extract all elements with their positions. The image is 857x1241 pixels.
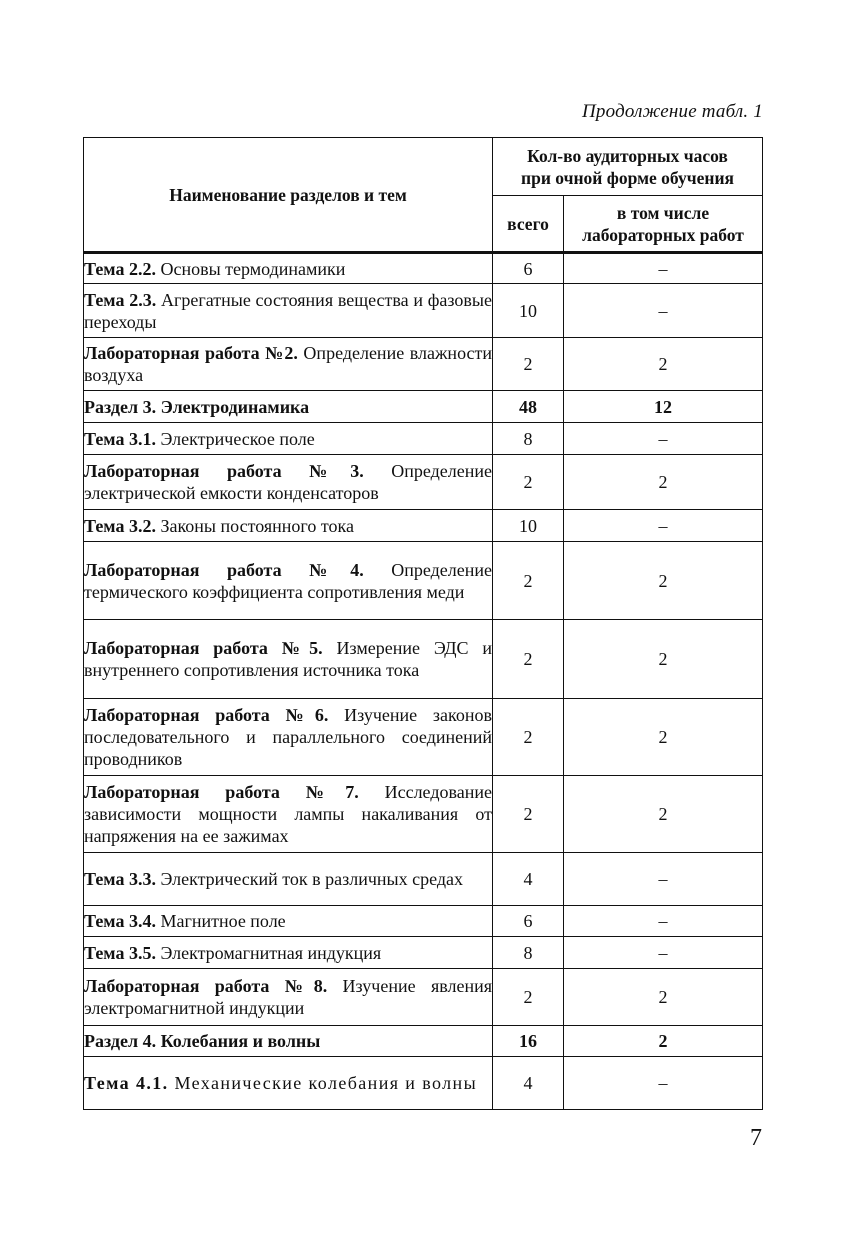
- row-description: Определение термического коэффициента сопротивления меди: [84, 559, 492, 602]
- total-header-text: всего: [507, 213, 549, 234]
- column-header-name: [84, 138, 493, 253]
- row-total-hours: 2: [493, 338, 564, 391]
- row-total-hours: 2: [493, 455, 564, 510]
- row-label: Лабораторная работа №2.: [84, 343, 298, 363]
- row-lab-hours: 2: [564, 542, 763, 620]
- row-total-hours: 2: [493, 620, 564, 699]
- row-lab-hours: 2: [564, 699, 763, 776]
- table-row: [84, 423, 763, 455]
- row-total-hours: 48: [493, 391, 564, 423]
- row-total-hours: 10: [493, 284, 564, 338]
- row-title-cell: [84, 391, 493, 423]
- row-total-hours: 4: [493, 1057, 564, 1110]
- row-label: Тема 3.5.: [84, 942, 156, 963]
- row-label: Тема 2.2.: [84, 258, 156, 279]
- row-description: Основы термодинамики: [155, 258, 346, 279]
- table-continuation-caption: Продолжение табл. 1: [582, 101, 763, 122]
- row-lab-hours: –: [564, 853, 763, 906]
- row-title-cell: [84, 776, 493, 853]
- table-row: [84, 776, 763, 853]
- row-label: Лабораторная работа №7.: [84, 782, 359, 802]
- row-lab-hours: 2: [564, 969, 763, 1026]
- row-label: Раздел 4. Колебания и волны: [84, 1031, 321, 1051]
- row-description: Определение влажности воздуха: [84, 343, 493, 385]
- row-description: Определение электрической емкости конденсаторов: [84, 461, 492, 503]
- row-description: Электрическое поле: [155, 428, 315, 449]
- row-description: Механические колебания и волны: [168, 1073, 478, 1093]
- row-label: Тема 2.3.: [84, 289, 157, 310]
- row-title-cell: [84, 338, 493, 391]
- row-total-hours: 8: [493, 937, 564, 969]
- row-total-hours: 6: [493, 253, 564, 284]
- column-header-total: [493, 196, 564, 253]
- row-lab-hours: 2: [564, 1026, 763, 1057]
- table-row: [84, 937, 763, 969]
- table-header: [84, 138, 763, 253]
- row-total-hours: 6: [493, 906, 564, 937]
- table-row: [84, 1026, 763, 1057]
- row-title-cell: [84, 620, 493, 699]
- row-title-cell: [84, 1026, 493, 1057]
- table-row: [84, 969, 763, 1026]
- row-description: Изучение законов последовательного и параллельного соединений проводников: [84, 705, 492, 769]
- table-row: [84, 284, 763, 338]
- column-header-name-text: Наименование разделов и тем: [169, 184, 407, 205]
- row-description: Исследование зависимости мощности лампы накаливания от напряжения на ее зажимах: [84, 782, 492, 846]
- row-label: Раздел 3. Электродинамика: [84, 396, 310, 417]
- row-lab-hours: 12: [564, 391, 763, 423]
- table-row: [84, 253, 763, 284]
- row-total-hours: 2: [493, 969, 564, 1026]
- row-lab-hours: –: [564, 1057, 763, 1110]
- table-row: [84, 699, 763, 776]
- row-lab-hours: –: [564, 253, 763, 284]
- row-title-cell: [84, 1057, 493, 1110]
- row-total-hours: 4: [493, 853, 564, 906]
- row-title-cell: [84, 455, 493, 510]
- row-title-cell: [84, 937, 493, 969]
- table-row: [84, 1057, 763, 1110]
- table-row: [84, 510, 763, 542]
- table-row: [84, 906, 763, 937]
- row-title-cell: [84, 699, 493, 776]
- row-description: Электромагнитная индукция: [155, 942, 382, 963]
- column-group-header-hours: [493, 138, 763, 196]
- table-row: [84, 391, 763, 423]
- row-lab-hours: –: [564, 423, 763, 455]
- row-description: Магнитное поле: [155, 911, 286, 931]
- row-label: Лабораторная работа №5.: [84, 638, 323, 658]
- row-total-hours: 2: [493, 776, 564, 853]
- row-total-hours: 2: [493, 699, 564, 776]
- row-lab-hours: –: [564, 937, 763, 969]
- row-total-hours: 2: [493, 542, 564, 620]
- row-label: Тема 3.4.: [84, 911, 156, 931]
- hours-header-line2: при очной форме обучения: [521, 167, 734, 188]
- table-row: [84, 853, 763, 906]
- table-row: [84, 455, 763, 510]
- row-title-cell: [84, 253, 493, 284]
- curriculum-hours-table: [83, 137, 763, 1110]
- row-label: Тема 3.3.: [84, 869, 156, 889]
- hours-header-line1: Кол-во аудиторных часов: [527, 145, 728, 166]
- labs-header-line1: в том числе: [616, 202, 710, 223]
- table-row: [84, 542, 763, 620]
- row-title-cell: [84, 969, 493, 1026]
- row-lab-hours: –: [564, 510, 763, 542]
- row-title-cell: [84, 284, 493, 338]
- row-description: Измерение ЭДС и внутреннего сопротивления источника тока: [84, 638, 492, 680]
- row-title-cell: [84, 906, 493, 937]
- row-title-cell: [84, 510, 493, 542]
- row-total-hours: 8: [493, 423, 564, 455]
- row-label: Лабораторная работа №8.: [84, 976, 328, 996]
- row-lab-hours: 2: [564, 455, 763, 510]
- row-label: Лабораторная работа №4.: [84, 559, 364, 580]
- row-description: Электрический ток в различных средах: [155, 869, 464, 889]
- page-number: 7: [750, 1125, 762, 1151]
- row-lab-hours: 2: [564, 338, 763, 391]
- column-header-labs: [564, 196, 763, 253]
- row-description: Изучение явления электромагнитной индукции: [84, 976, 492, 1018]
- row-label: Лабораторная работа №6.: [84, 705, 329, 725]
- row-lab-hours: –: [564, 284, 763, 338]
- row-label: Тема 4.1.: [84, 1073, 169, 1093]
- row-lab-hours: –: [564, 906, 763, 937]
- row-description: Агрегатные состояния вещества и фазовые переходы: [84, 289, 492, 332]
- row-total-hours: 10: [493, 510, 564, 542]
- table-body: [84, 253, 763, 1110]
- row-label: Тема 3.1.: [84, 428, 156, 449]
- row-description: Законы постоянного тока: [155, 515, 354, 536]
- row-label: Тема 3.2.: [84, 515, 156, 536]
- row-title-cell: [84, 853, 493, 906]
- row-total-hours: 16: [493, 1026, 564, 1057]
- table-row: [84, 338, 763, 391]
- table-row: [84, 620, 763, 699]
- row-title-cell: [84, 542, 493, 620]
- labs-header-line2: лабораторных работ: [582, 224, 744, 245]
- row-lab-hours: 2: [564, 620, 763, 699]
- row-title-cell: [84, 423, 493, 455]
- row-lab-hours: 2: [564, 776, 763, 853]
- row-label: Лабораторная работа №3.: [84, 461, 364, 481]
